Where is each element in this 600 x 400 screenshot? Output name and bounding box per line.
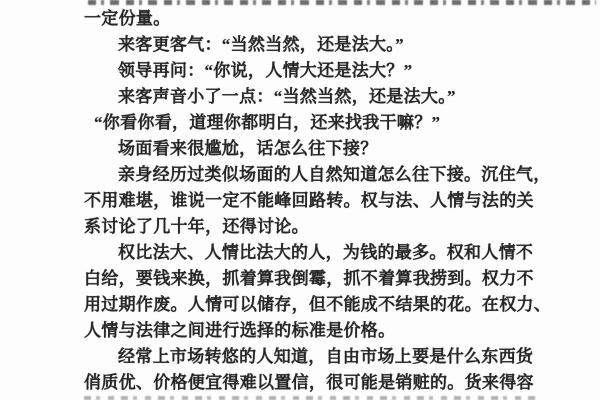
text-line: 不用难堪，谁说一定不能峰回路转。权与法、人情与法的关 [84, 191, 534, 210]
text-line: 一定份量。 [84, 9, 171, 28]
text-block [84, 6, 564, 396]
text-line: 人情与法律之间进行选择的标准是价格。 [84, 321, 396, 340]
clipped-text-line-bottom [84, 396, 536, 400]
text-line: 亲身经历过类似场面的人自然知道怎么往下接。沉住气， [118, 165, 551, 184]
text-line: 经常上市场转悠的人知道，自由市场上要是什么东西货 [118, 347, 534, 366]
text-line: 领导再问：“你说，人情大还是法大？” [118, 61, 413, 80]
clipped-text-line-top [88, 0, 596, 5]
text-line: 白给，要钱来换，抓着算我倒霉，抓不着算我捞到。权力不 [84, 269, 534, 288]
text-line: 场面看来很尴尬，话怎么往下接？ [118, 139, 378, 158]
text-line: 俏质优、价格便宜得难以置信，很可能是销赃的。货来得容 [84, 373, 534, 392]
text-line: 来客更客气：“当然当然，还是法大。” [118, 35, 404, 54]
text-line: 系讨论了几十年，还得讨论。 [84, 217, 309, 236]
text-line: 权比法大、人情比法大的人，为钱的最多。权和人情不 [118, 243, 534, 262]
text-line: 来客声音小了一点：“当然当然，还是法大。” [118, 87, 456, 106]
text-line: “你看你看，道理你都明白，还来找我干嘛？” [94, 113, 441, 132]
text-line: 用过期作废。人情可以储存，但不能成不结果的花。在权力、 [84, 295, 552, 314]
